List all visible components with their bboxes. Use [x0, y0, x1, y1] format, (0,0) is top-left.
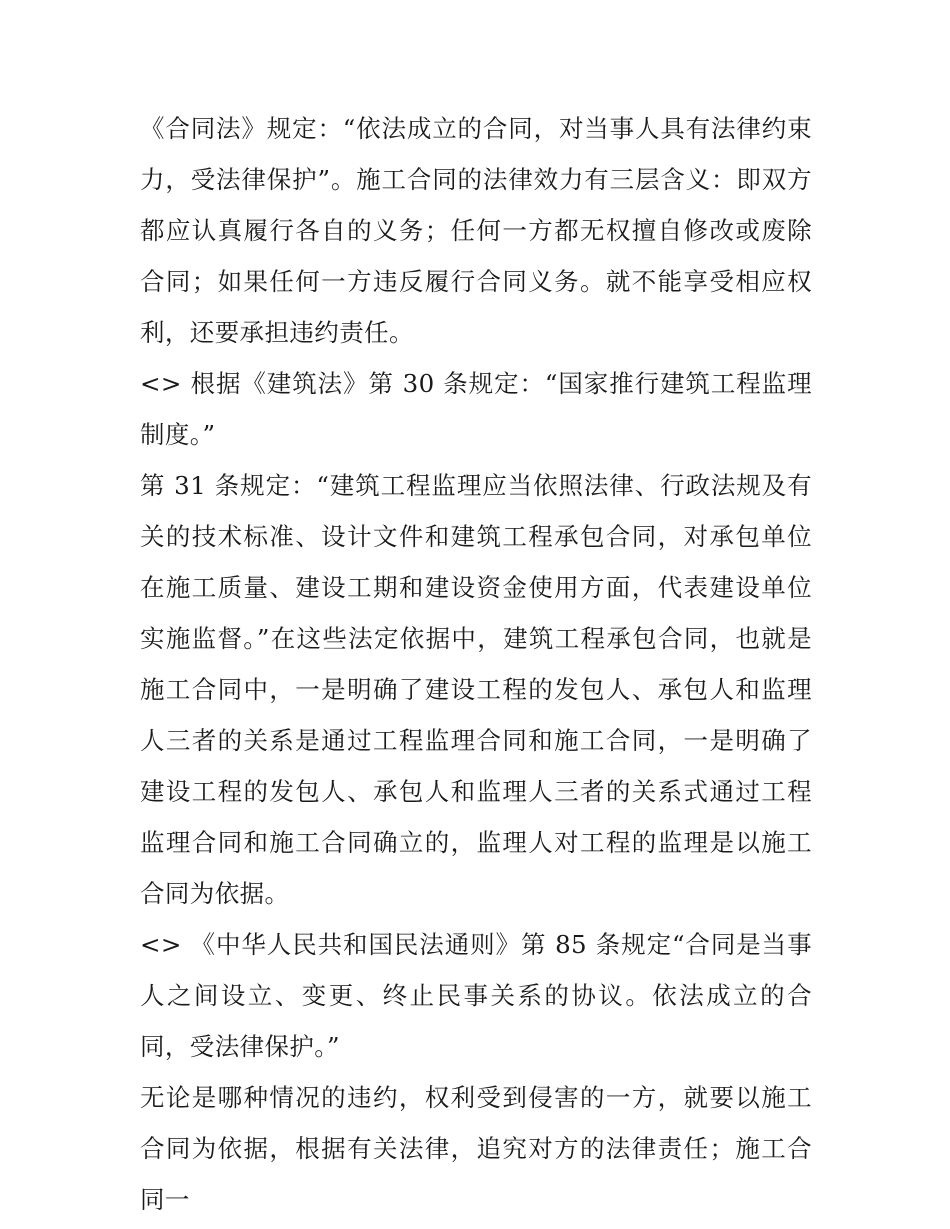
- paragraph-breach-liability: 无论是哪种情况的违约，权利受到侵害的一方，就要以施工合同为依据，根据有关法律，追究对方的法律责任；施工合同一: [140, 1083, 812, 1214]
- paragraph-civil-law-art85: <> 《中华人民共和国民法通则》第 85 条规定“合同是当事人之间设立、变更、终止民事关系的协议。依法成立的合同，受法律保护。”: [140, 930, 812, 1061]
- document-body: [140, 103, 812, 1225]
- paragraph-construction-law-art31: 第 31 条规定：“建筑工程监理应当依照法律、行政法规及有关的技术标准、设计文件和建筑工程承包合同，对承包单位在施工质量、建设工期和建设资金使用方面，代表建设单位实施监督。”在这些法定依据中，建筑工程承包合同，也就是施工合同中，一是明确了建设工程的发包人、承包人和监理人三者的关系是通过工程监理合同和施工合同，一是明确了建设工程的发包人、承包人和监理人三者的关系式通过工程监理合同和施工合同确立的，监理人对工程的监理是以施工合同为依据。: [140, 471, 812, 908]
- paragraph-construction-law-art30: <> 根据《建筑法》第 30 条规定：“国家推行建筑工程监理制度。”: [140, 369, 812, 449]
- paragraph-contract-law: 《合同法》规定：“依法成立的合同，对当事人具有法律约束力，受法律保护”。施工合同的法律效力有三层含义：即双方都应认真履行各自的义务；任何一方都无权擅自修改或废除合同；如果任何一方违反履行合同义务。就不能享受相应权利，还要承担违约责任。: [140, 114, 812, 347]
